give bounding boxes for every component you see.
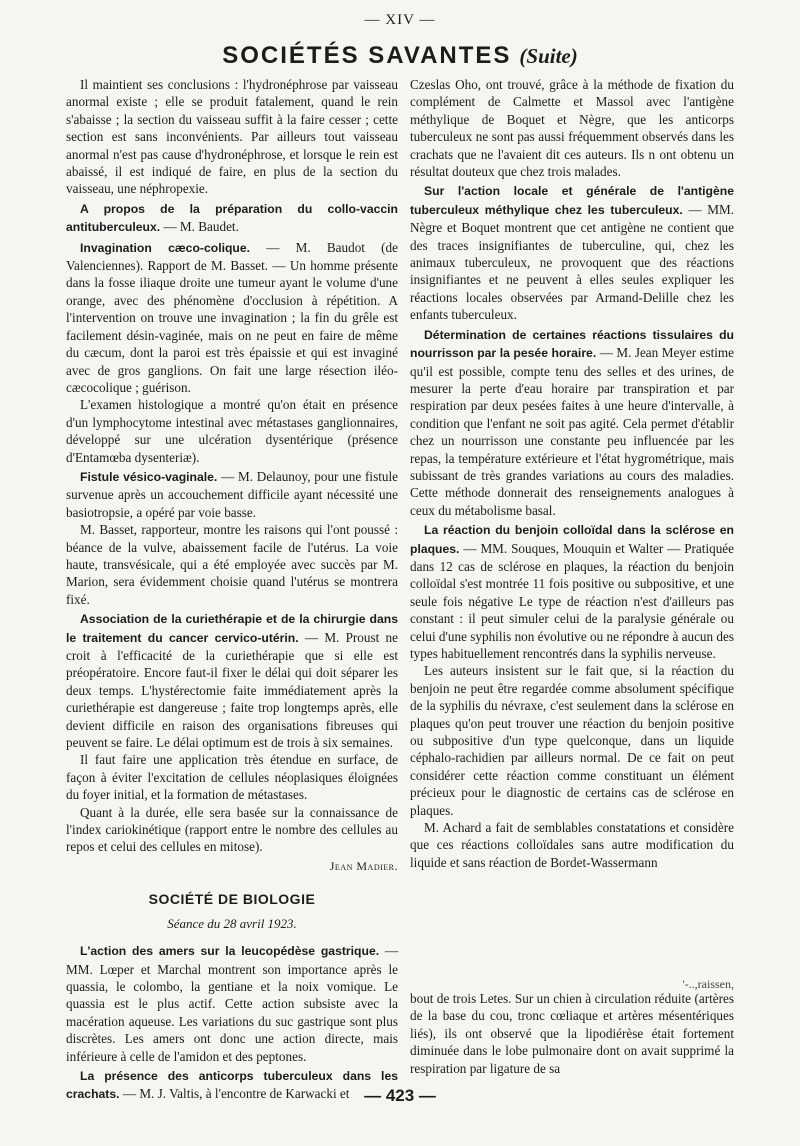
right-column-bottom [410, 977, 734, 1077]
page-number-top: — XIV — [364, 12, 436, 28]
paragraph-heading: La réaction du benjoin colloïdal dans la sclérose en plaques. [410, 523, 734, 556]
paragraph-body: — M. Baudot (de Valenciennes). Rapport de M. Basset. — Un homme présente dans la fosse iliaque droite une tumeur ayant le volume d'une orange, avec des phénomène d'occlusion à répétition. A l'intervention on trouve une invagination ; la fin du grêle est facilement désin-vaginée, mais on ne peut en faire de même du cæcum, dont la paroi est très épaissie et qui est invaginé avec de gros ganglions. On fait une large résection iléo-cæcocolique ; guérison. [66, 239, 398, 395]
page-number-bottom: — 423 — [364, 1086, 436, 1105]
paragraph-body: — MM. Souques, Mouquin et Walter — Pratiquée dans 12 cas de sclérose en plaques, la réaction du benjoin colloïdal s'est montrée 11 fois positive ou subpositive, et une seule fois négative Le type de réaction n'est d'ailleurs pas constant : il peut simuler celui de la paralysie générale ou celui d'une syphilis non évolutive ou ne répondre à aucun des types habituellement rencontrés dans la syphilis nerveuse. [410, 540, 735, 661]
section-date: Séance du 28 avril 1923. [167, 915, 297, 931]
paragraph: Quant à la durée, elle sera basée sur la connaissance de l'index cariokinétique (rapport entre le nombre des cellules au repos et celui des cellules en mitose). [66, 804, 398, 855]
paragraph [410, 182, 734, 323]
paragraph-body: — M. Jean Meyer estime qu'il est possible, compte tenu des selles et des urines, de mesurer la perte d'eau horaire par transpiration et par respiration par deux pesées faites à une heure d'intervalle, à condition que l'enfant ne soit pas agité. Cela permet d'établir chez un nourrisson une constante peu influencée par les repas, la température extérieure et l'état hygrométrique, mais subissant de très grandes variations au cours des maladies. Cette méthode donnerait des renseignements analogues à ceux du métabolisme basal. [410, 345, 735, 518]
paragraph-body: — MM. Nègre et Boquet montrent que cet antigène ne contient que des traces insignifiantes de tuberculine, qui, chez les animaux tuberculeux, ne provoquent que des réactions insignifiantes et ne peuvent à elles seules expliquer les réactions locales observées par Armand-Delille chez les enfants tuberculeux. [410, 201, 735, 323]
paragraph-heading: Sur l'action locale et générale de l'antigène tuberculeux méthylique chez les tuberculeux. [410, 184, 734, 217]
section-title: SOCIÉTÉ DE BIOLOGIE [148, 891, 316, 908]
paragraph [410, 326, 734, 519]
paragraph [66, 468, 398, 521]
paragraph-body: — M. Delaunoy, pour une fistule survenue après un accouchement difficile ayant nécessité une basiotropsie, a opéré par voie basse. [66, 468, 398, 520]
paragraph-heading: A propos de la préparation du collo-vaccin antituberculeux. [66, 201, 398, 235]
paragraph-body: — MM. Lœper et Marchal montrent son importance après le quassia, le colombo, la gentiane et la noix vomique. Le quassia est le plus actif. Cette action subsiste avec la macération aqueuse. Les variations du suc gastrique sont plus discrètes. Les amers ont donc une action directe, mais inférieure à celle de l'amidon et des peptones. [66, 943, 398, 1064]
paragraph: Il faut faire une application très étendue en surface, de façon à éviter l'excitation de cellules néoplasiques éloignées du foyer initial, et la formation de métastases. [66, 752, 398, 803]
paragraph: M. Basset, rapporteur, montre les raisons qui l'ont poussé : béance de la vulve, abaissement facile de l'utérus. La voie haute, transvésicale, qui a été employée avec succès par M. Marion, sera évidemment choisie quand l'utérus se montrera fixé. [66, 522, 398, 607]
paragraph: L'examen histologique a montré qu'on était en présence d'un lymphocytome intestinal avec métastases ganglionnaires, développé sur une ulcération dysentérique (présence d'Entamœba dysenteriæ). [66, 397, 398, 465]
paragraph-heading: La présence des anticorps tuberculeux dans les crachats. [66, 1068, 398, 1102]
paragraph: M. Achard a fait de semblables constatations et considère que ces réactions colloïdales sans autre modification du liquide et sans réaction de Bordet-Wassermann [410, 820, 734, 870]
paragraph: Il maintient ses conclusions : l'hydronéphrose par vaisseau anormal existe ; elle se produit fatalement, quand le rein s'abaisse ; la section du vaisseau suffit à la faire cesser ; cette section est sans inconvénients. Par ailleurs tout vaisseau anormal n'est pas cause d'hydronéphrose, et lorsque le rein est abaissé, il est indiqué de faire, en plus de la section du vaisseau, une néphropexie. [66, 77, 398, 197]
text-fragment: '-..,raissen, [682, 977, 734, 991]
paragraph-body: — M. Baudet. [163, 219, 239, 235]
paragraph: bout de trois Letes. Sur un chien à circulation réduite (artères de la base du cou, tronc cœliaque et artères mésentériques liés), ils ont observé que la lipodiérèse était fortement diminuée dans le lobe pulmonaire dont on avait supprimé la respiration par ligature de sa [410, 991, 734, 1076]
left-column [66, 76, 398, 1104]
right-column [410, 76, 734, 871]
paragraph [66, 200, 398, 237]
paragraph [66, 610, 398, 751]
paragraph: Czeslas Oho, ont trouvé, grâce à la méthode de fixation du complément de Calmette et Massol avec l'antigène méthylique de Boquet et Nègre, que les anticorps tuberculeux ne sont pas aussi fréquemment observés dans les crachats que ne l'avaient dit ces auteurs. Ils n ont obtenu un résultat douteux que chez trois malades. [410, 77, 734, 180]
page-header [0, 42, 800, 70]
paragraph-body: — M. Proust ne croit à l'efficacité de la curiethérapie que si elle est préopératoire. Encore faut-il fixer le délai qui doit séparer les deux temps. L'hystérectomie faite immédiatement après la curiethérapie est dangereuse ; faite trop longtemps après, elle devient difficile en raison des organisations fibreuses qui peuvent se faire. Le délai optimum est de trois à six semaines. [66, 629, 398, 751]
paragraph: Les auteurs insistent sur le fait que, si la réaction du benjoin ne peut être regardée comme absolument spécifique de la syphilis du névraxe, c'est seulement dans la sclérose en plaques qu'on peut trouver une réaction du benjoin positive ou subpositive d'un type quelconque, dans un liquide céphalo-rachidien par ailleurs normal. De ce fait on peut considérer cette réaction comme constituant un élément précieux pour le diagnostic de certains cas de sclérose en plaques. [410, 663, 734, 818]
paragraph-heading: Fistule vésico-vaginale. [80, 469, 218, 484]
paragraph-heading: L'action des amers sur la leucopédèse gastrique. [80, 944, 380, 959]
paragraph-heading: Détermination de certaines réactions tissulaires du nourrisson par la pesée horaire. [410, 327, 734, 361]
paragraph [66, 942, 398, 1065]
author-signature: Jean Madier. [329, 858, 398, 873]
paragraph-heading: Invagination cæco-colique. [80, 240, 251, 255]
header-title: SOCIÉTÉS SAVANTES [222, 42, 512, 69]
header-suite: (Suite) [519, 44, 578, 68]
paragraph [410, 521, 734, 662]
paragraph-heading: Association de la curiethérapie et de la chirurgie dans le traitement du cancer cervico-utérin. [66, 612, 398, 645]
paragraph [66, 239, 398, 397]
damaged-blank-area [410, 860, 740, 980]
paragraph-body: — M. J. Valtis, à l'encontre de Karwacki et [122, 1086, 350, 1102]
